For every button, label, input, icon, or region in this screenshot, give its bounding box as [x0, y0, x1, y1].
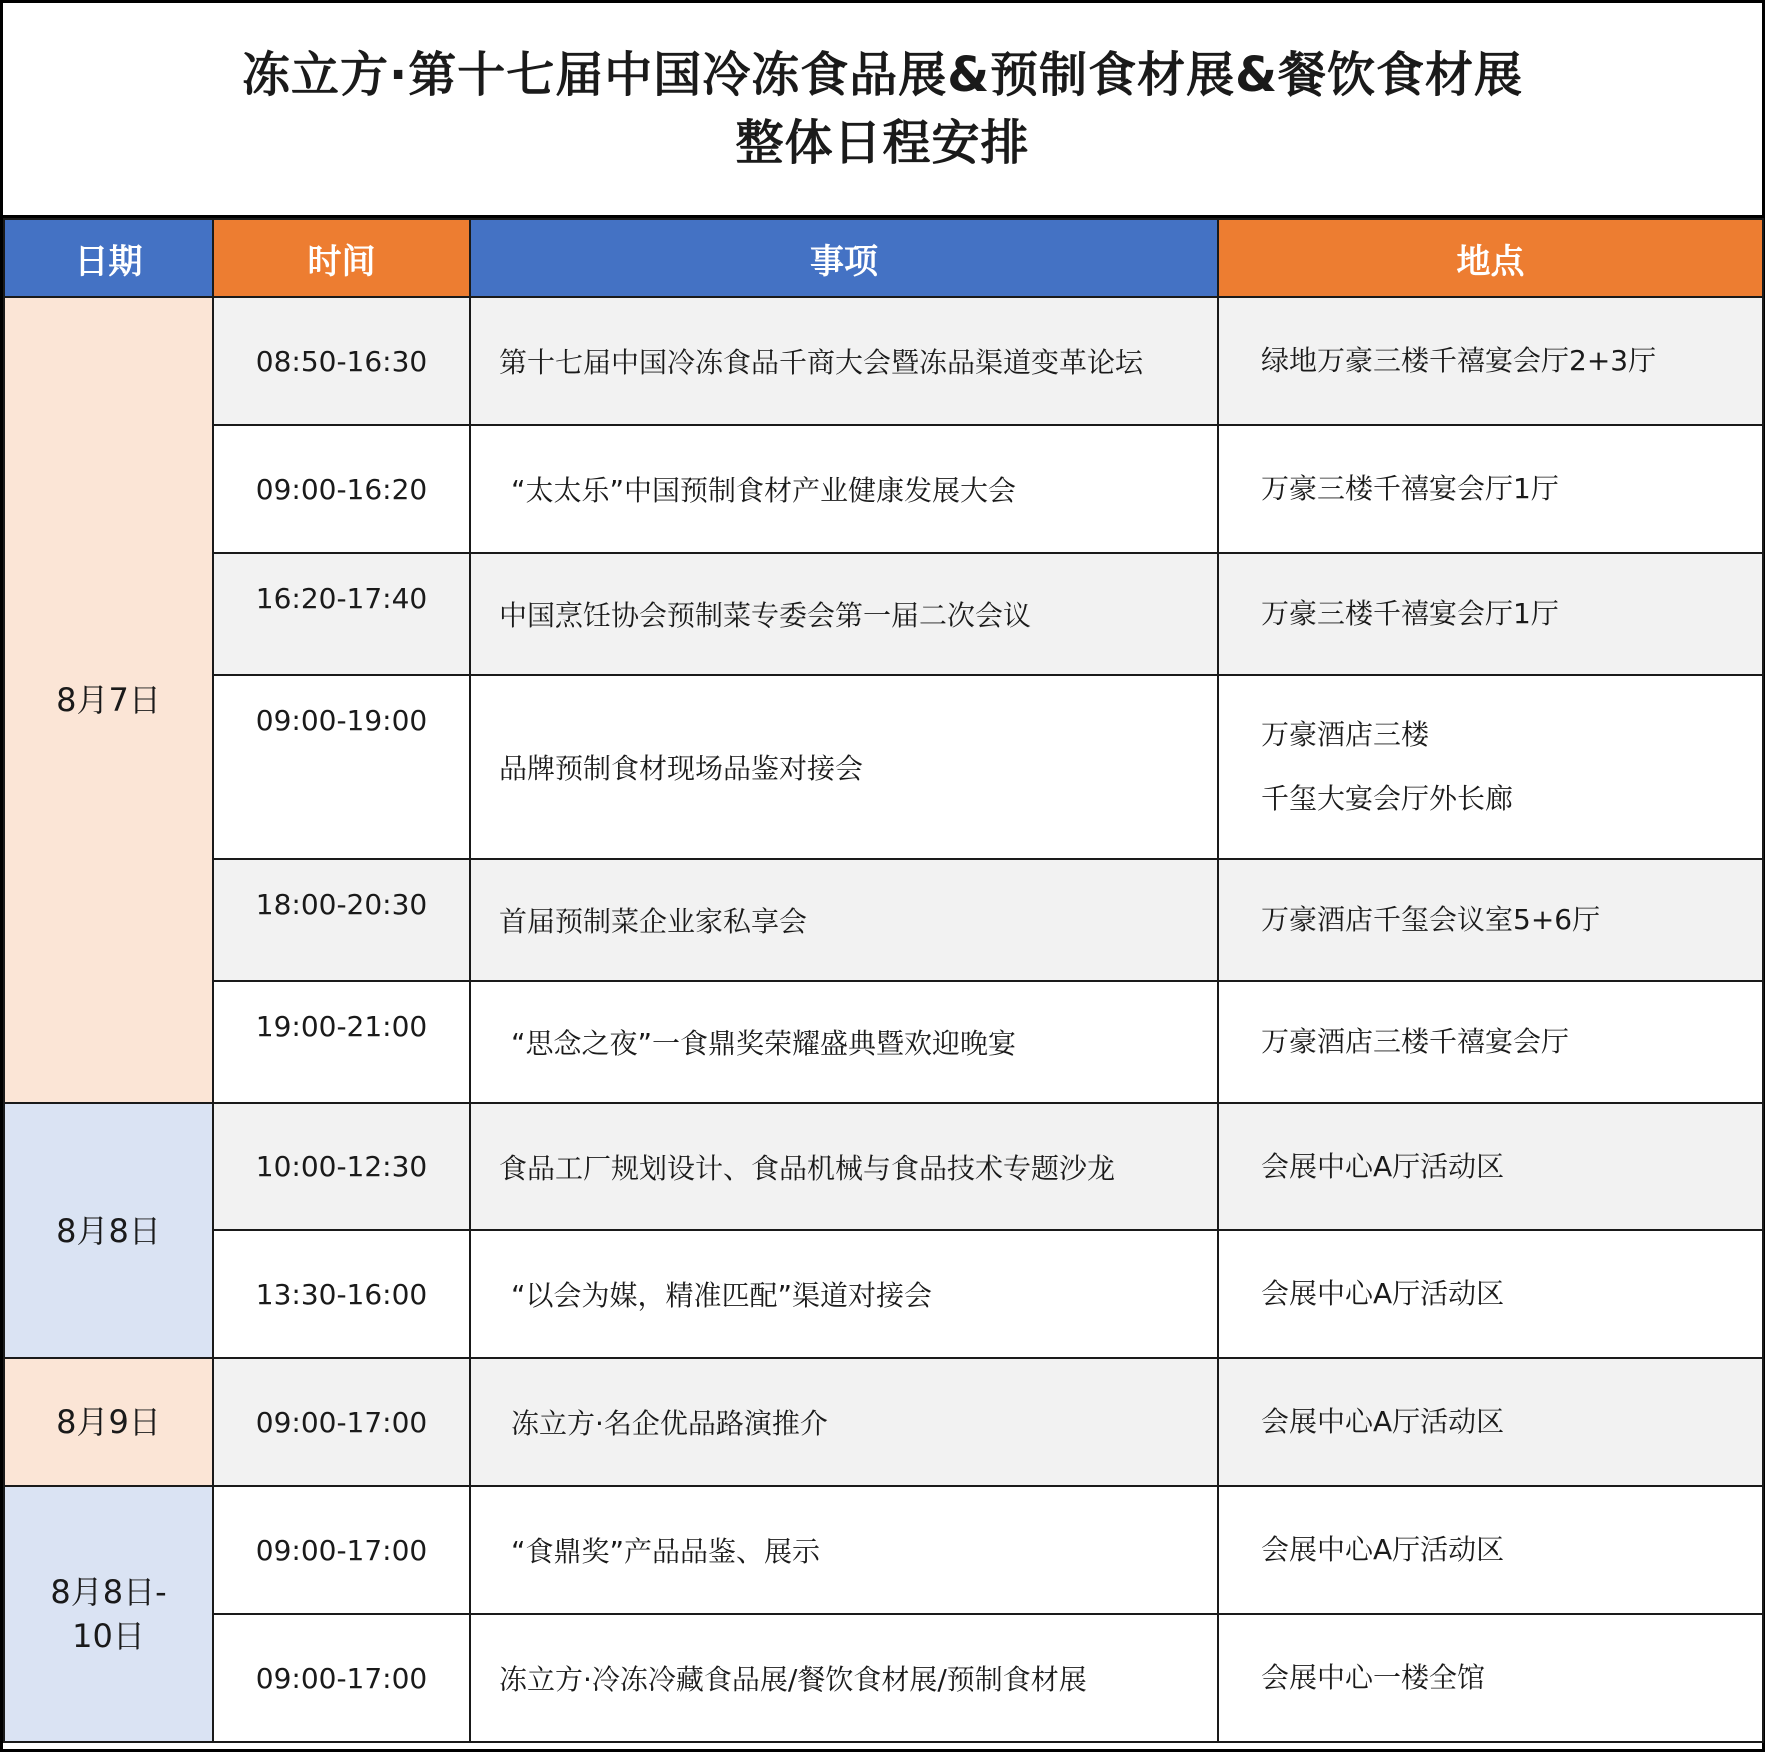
- header-event: 事项: [470, 219, 1218, 297]
- venue-cell: [1218, 675, 1763, 859]
- event-cell: 中国烹饪协会预制菜专委会第一届二次会议: [470, 553, 1218, 675]
- date-line: 8月8日-: [50, 1573, 167, 1611]
- table-row: [4, 1103, 1763, 1230]
- page-subtitle: 整体日程安排: [735, 115, 1030, 171]
- venue-line: 千玺大宴会厅外长廊: [1261, 782, 1514, 815]
- venue-cell: 万豪酒店千玺会议室5+6厅: [1218, 859, 1763, 981]
- venue-cell: 万豪三楼千禧宴会厅1厅: [1218, 425, 1763, 553]
- time-cell: 19:00-21:00: [213, 981, 470, 1103]
- venue-cell: 会展中心A厅活动区: [1218, 1230, 1763, 1358]
- time-cell: 09:00-16:20: [213, 425, 470, 553]
- table-row: [4, 1614, 1763, 1742]
- table-row: [4, 981, 1763, 1103]
- table-row: [4, 425, 1763, 553]
- table-row: [4, 1358, 1763, 1486]
- date-cell-aug9: 8月9日: [4, 1358, 213, 1486]
- event-cell: 品牌预制食材现场品鉴对接会: [470, 675, 1218, 859]
- time-cell: 18:00-20:30: [213, 859, 470, 981]
- table-row: [4, 1486, 1763, 1614]
- time-cell: 09:00-17:00: [213, 1358, 470, 1486]
- venue-cell: 会展中心A厅活动区: [1218, 1486, 1763, 1614]
- table-row: [4, 675, 1763, 859]
- venue-cell: 万豪三楼千禧宴会厅1厅: [1218, 553, 1763, 675]
- date-cell-aug8: 8月8日: [4, 1103, 213, 1358]
- header-venue: 地点: [1218, 219, 1763, 297]
- venue-cell: 万豪酒店三楼千禧宴会厅: [1218, 981, 1763, 1103]
- event-cell: “太太乐”中国预制食材产业健康发展大会: [470, 425, 1218, 553]
- event-cell: “思念之夜”一食鼎奖荣耀盛典暨欢迎晚宴: [470, 981, 1218, 1103]
- time-cell: 13:30-16:00: [213, 1230, 470, 1358]
- venue-cell: 绿地万豪三楼千禧宴会厅2+3厅: [1218, 297, 1763, 425]
- venue-line: 万豪酒店三楼: [1261, 718, 1430, 751]
- time-cell: 09:00-19:00: [213, 675, 470, 859]
- page-title: 冻立方·第十七届中国冷冻食品展&预制食材展&餐饮食材展: [242, 47, 1523, 103]
- event-cell: 冻立方·冷冻冷藏食品展/餐饮食材展/预制食材展: [470, 1614, 1218, 1742]
- time-cell: 16:20-17:40: [213, 553, 470, 675]
- table-row: [4, 553, 1763, 675]
- header-row: [4, 219, 1763, 297]
- event-cell: “食鼎奖”产品品鉴、展示: [470, 1486, 1218, 1614]
- table-row: [4, 297, 1763, 425]
- table-row: [4, 859, 1763, 981]
- date-line: 10日: [72, 1617, 145, 1655]
- title-block: [3, 3, 1762, 218]
- time-cell: 09:00-17:00: [213, 1486, 470, 1614]
- venue-cell: 会展中心一楼全馆: [1218, 1614, 1763, 1742]
- event-cell: “以会为媒，精准匹配”渠道对接会: [470, 1230, 1218, 1358]
- event-cell: 第十七届中国冷冻食品千商大会暨冻品渠道变革论坛: [470, 297, 1218, 425]
- header-date: 日期: [4, 219, 213, 297]
- time-cell: 10:00-12:30: [213, 1103, 470, 1230]
- venue-cell: 会展中心A厅活动区: [1218, 1103, 1763, 1230]
- schedule-table: [3, 218, 1764, 1743]
- time-cell: 08:50-16:30: [213, 297, 470, 425]
- date-cell-aug8-10: [4, 1486, 213, 1742]
- event-cell: 食品工厂规划设计、食品机械与食品技术专题沙龙: [470, 1103, 1218, 1230]
- time-cell: 09:00-17:00: [213, 1614, 470, 1742]
- header-time: 时间: [213, 219, 470, 297]
- table-row: [4, 1230, 1763, 1358]
- event-cell: 首届预制菜企业家私享会: [470, 859, 1218, 981]
- date-cell-aug7: 8月7日: [4, 297, 213, 1103]
- venue-cell: 会展中心A厅活动区: [1218, 1358, 1763, 1486]
- event-cell: 冻立方·名企优品路演推介: [470, 1358, 1218, 1486]
